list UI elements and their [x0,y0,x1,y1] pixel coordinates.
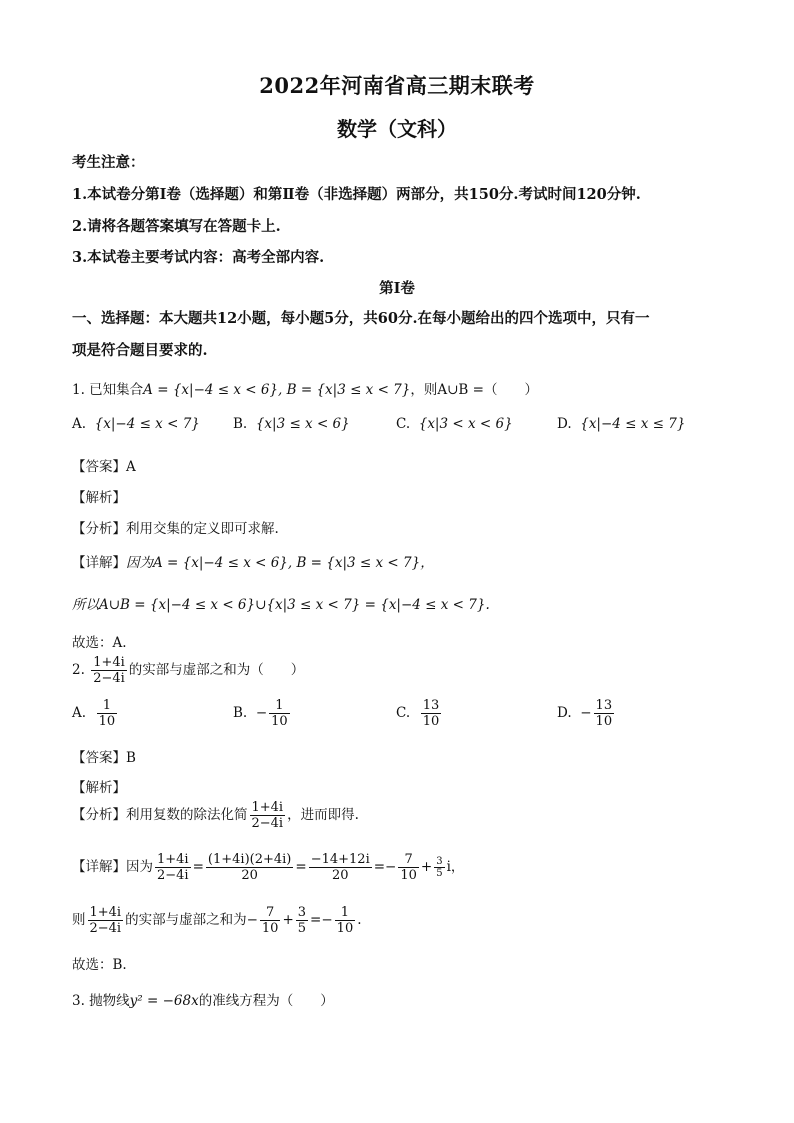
q1-conclusion: 故选：A. [72,635,127,651]
q1-option-b: B. {x|3 ≤ x < 6} [233,416,350,432]
q2-xiangjie: 【详解】因为 $\frac{1+4i}{2-4i}$ = $\frac{(1+4i)(2+4i)}{20}$ = $\frac{-14+12i}{20}$ =− $\frac{7}{10}$ + $\frac{3}{5}$ i， [72,852,465,883]
notice-item-3: 3.本试卷主要考试内容：高考全部内容. [72,249,325,266]
exam-title: 2022年河南省高三期末联考 [259,73,535,98]
q2-sum-line: 则 $\frac{1+4i}{2-4i}$ 的实部与虚部之和为− $\frac{7}{10}$ + $\frac{3}{5}$ =− $\frac{1}{10}$ . [72,905,362,936]
notice-item-1: 1.本试卷分第Ⅰ卷（选择题）和第Ⅱ卷（非选择题）两部分，共150分.考试时间120分钟. [72,186,641,203]
q1-option-c: C. {x|3 < x < 6} [396,416,513,432]
q2-option-c: C. $\frac{13}{10}$ [396,698,440,729]
q1-stem: 1. 已知集合A = {x|−4 ≤ x < 6}, B = {x|3 ≤ x < 7}，则A∪B =（ ） [72,382,538,398]
q2-stem: 2. $\frac{1+4i}{2-4i}$ 的实部与虚部之和为（ ） [72,655,305,686]
section-instructions-line2: 项是符合题目要求的. [72,342,208,359]
q2-analysis-tag: 【解析】 [72,780,126,796]
q1-fenxi: 【分析】利用交集的定义即可求解. [72,521,279,537]
q1-option-d: D. {x|−4 ≤ x ≤ 7} [557,416,686,432]
q1-answer: 【答案】A [72,459,136,475]
notice-item-2: 2.请将各题答案填写在答题卡上. [72,218,281,235]
q2-conclusion: 故选：B. [72,957,127,973]
section-instructions-line1: 一、选择题：本大题共12小题，每小题5分，共60分.在每小题给出的四个选项中，只有一 [72,310,650,327]
q1-xiangjie: 【详解】因为A = {x|−4 ≤ x < 6}, B = {x|3 ≤ x < 7}， [72,555,434,571]
notice-heading: 考生注意： [72,154,145,171]
q2-option-d: D. − $\frac{13}{10}$ [557,698,613,729]
q1-option-a: A. {x|−4 ≤ x < 7} [72,416,200,432]
q2-option-b: B. − $\frac{1}{10}$ [233,698,288,729]
exam-subtitle: 数学（文科） [337,117,457,141]
q1-suoyi: 所以A∪B = {x|−4 ≤ x < 6}∪{x|3 ≤ x < 7} = {x|−4 ≤ x < 7}. [72,597,490,613]
q3-stem: 3. 抛物线y² = −68x的准线方程为（ ） [72,993,334,1009]
q2-fraction: $\frac{1+4i}{2-4i}$ [93,655,125,686]
volume-heading: 第Ⅰ卷 [379,280,415,297]
q1-analysis-tag: 【解析】 [72,490,126,506]
q2-option-a: A. $\frac{1}{10}$ [72,698,116,729]
q2-answer: 【答案】B [72,750,136,766]
q2-fenxi: 【分析】利用复数的除法化简 $\frac{1+4i}{2-4i}$ ，进而即得. [72,800,359,831]
